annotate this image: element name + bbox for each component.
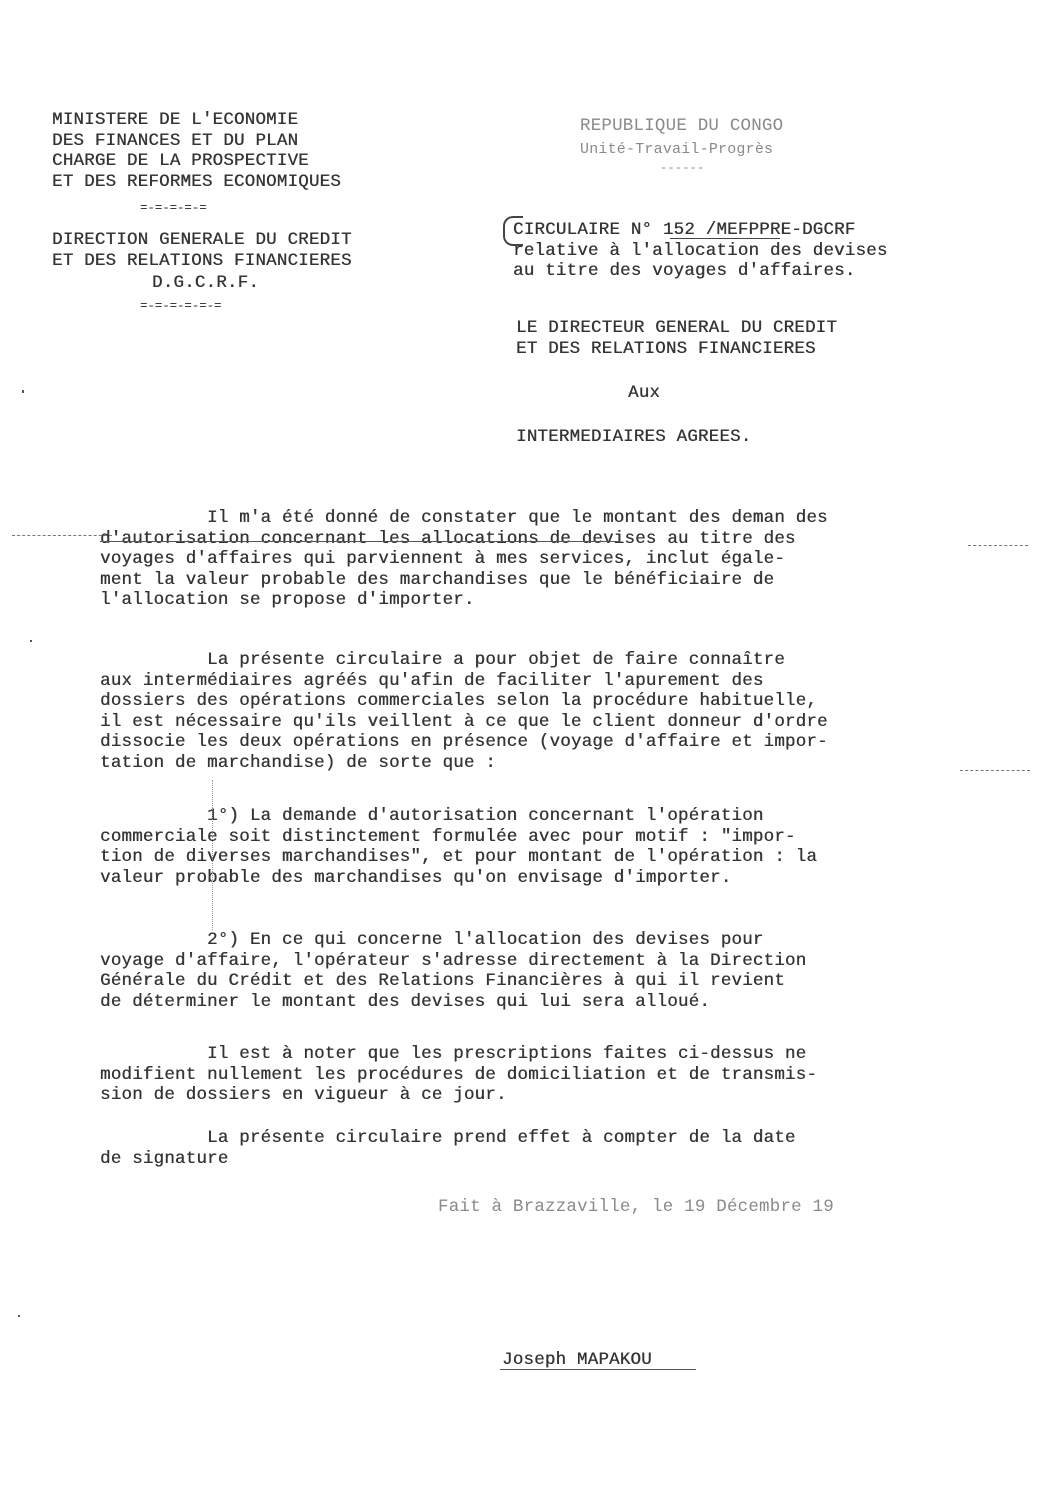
p1-line: l'allocation se propose d'importer.	[100, 590, 475, 610]
acronym-separator: =-=-=-=-=-=	[140, 299, 222, 313]
scan-mark	[212, 780, 213, 930]
p3-line: commerciale soit distinctement formulée avec pour motif : "impor-	[100, 826, 796, 847]
paragraph-6	[100, 1128, 960, 1169]
circular-number-underline	[670, 238, 780, 239]
acronym: D.G.C.R.F.	[152, 273, 260, 293]
p2-line: dissocie les deux opérations en présence (voyage d'affaire et impor-	[100, 732, 828, 752]
p2-line: tation de marchandise) de sorte que :	[100, 752, 496, 773]
p6-line: La présente circulaire prend effet à compter de la date	[100, 1128, 796, 1148]
p5-line: modifient nullement les procédures de domiciliation et de transmis-	[100, 1064, 818, 1085]
scan-speck	[30, 640, 32, 642]
ministry-header	[52, 110, 341, 192]
p3-line: 1°) La demande d'autorisation concernant l'opération	[100, 806, 764, 826]
p6-line: de signature	[100, 1148, 229, 1169]
signature-underline	[500, 1369, 696, 1370]
p2-line: dossiers des opérations commerciales selon la procédure habituelle,	[100, 691, 818, 711]
paragraph-3	[100, 806, 960, 888]
p4-line: de déterminer le montant des devises qui lui sera alloué.	[100, 991, 710, 1012]
p2-line: aux intermédiaires agréés qu'afin de faciliter l'apurement des	[100, 670, 764, 691]
ministry-line-4: ET DES REFORMES ECONOMIQUES	[52, 171, 341, 192]
p3-line: tion de diverses marchandises", et pour montant de l'opération : la	[100, 847, 818, 867]
p3-line: valeur probable des marchandises qu'on envisage d'importer.	[100, 867, 732, 888]
sender-line-2: ET DES RELATIONS FINANCIERES	[516, 338, 816, 359]
motto-separator: ------	[660, 161, 705, 175]
p1-line: Il m'a été donné de constater que le montant des deman des	[100, 508, 828, 528]
scan-strike	[100, 541, 620, 542]
place-and-date: Fait à Brazzaville, le 19 Décembre 19	[438, 1197, 834, 1217]
sender-title	[516, 318, 837, 359]
paragraph-5	[100, 1044, 960, 1106]
p1-line: voyages d'affaires qui parviennent à mes services, inclut égale-	[100, 549, 785, 569]
republic-motto: Unité-Travail-Progrès	[580, 141, 774, 158]
p2-line: La présente circulaire a pour objet de faire connaître	[100, 650, 785, 670]
signatory-name: Joseph MAPAKOU	[502, 1350, 652, 1370]
ministry-line-1: MINISTERE DE L'ECONOMIE	[52, 110, 299, 130]
paragraph-1	[100, 508, 960, 611]
recipients: INTERMEDIAIRES AGREES.	[516, 427, 752, 447]
paragraph-4	[100, 930, 960, 1012]
ministry-line-3: CHARGE DE LA PROSPECTIVE	[52, 151, 309, 171]
p4-line: Générale du Crédit et des Relations Financières à qui il revient	[100, 971, 785, 991]
circular-reference	[513, 220, 888, 282]
scan-mark	[960, 770, 1030, 771]
p1-line: ment la valeur probable des marchandises que le bénéficiaire de	[100, 569, 775, 590]
scan-speck	[18, 1315, 20, 1317]
direction-line-1: DIRECTION GENERALE DU CREDIT	[52, 230, 352, 250]
ministry-separator: =-=-=-=-=	[140, 201, 207, 215]
p5-line: sion de dossiers en vigueur à ce jour.	[100, 1085, 507, 1105]
p4-line: voyage d'affaire, l'opérateur s'adresse directement à la Direction	[100, 950, 807, 971]
aux-label: Aux	[628, 383, 661, 403]
paragraph-2	[100, 650, 960, 773]
circular-subject-1: relative à l'allocation des devises	[513, 240, 888, 261]
ministry-line-2: DES FINANCES ET DU PLAN	[52, 130, 299, 151]
p5-line: Il est à noter que les prescriptions faites ci-dessus ne	[100, 1044, 807, 1064]
p2-line: il est nécessaire qu'ils veillent à ce que le client donneur d'ordre	[100, 711, 828, 732]
scan-mark	[968, 545, 1028, 546]
scan-speck	[22, 390, 24, 393]
scan-mark	[12, 535, 112, 536]
republic-title: REPUBLIQUE DU CONGO	[580, 116, 784, 136]
p4-line: 2°) En ce qui concerne l'allocation des devises pour	[100, 930, 764, 950]
p1-line: d'autorisation concernant les allocations de devises au titre des	[100, 528, 796, 549]
direction-header	[52, 230, 352, 271]
direction-line-2: ET DES RELATIONS FINANCIERES	[52, 250, 352, 271]
circular-number: CIRCULAIRE N° 152 /MEFPPRE-DGCRF	[513, 220, 856, 240]
circular-subject-2: au titre des voyages d'affaires.	[513, 261, 856, 281]
sender-line-1: LE DIRECTEUR GENERAL DU CREDIT	[516, 318, 838, 338]
